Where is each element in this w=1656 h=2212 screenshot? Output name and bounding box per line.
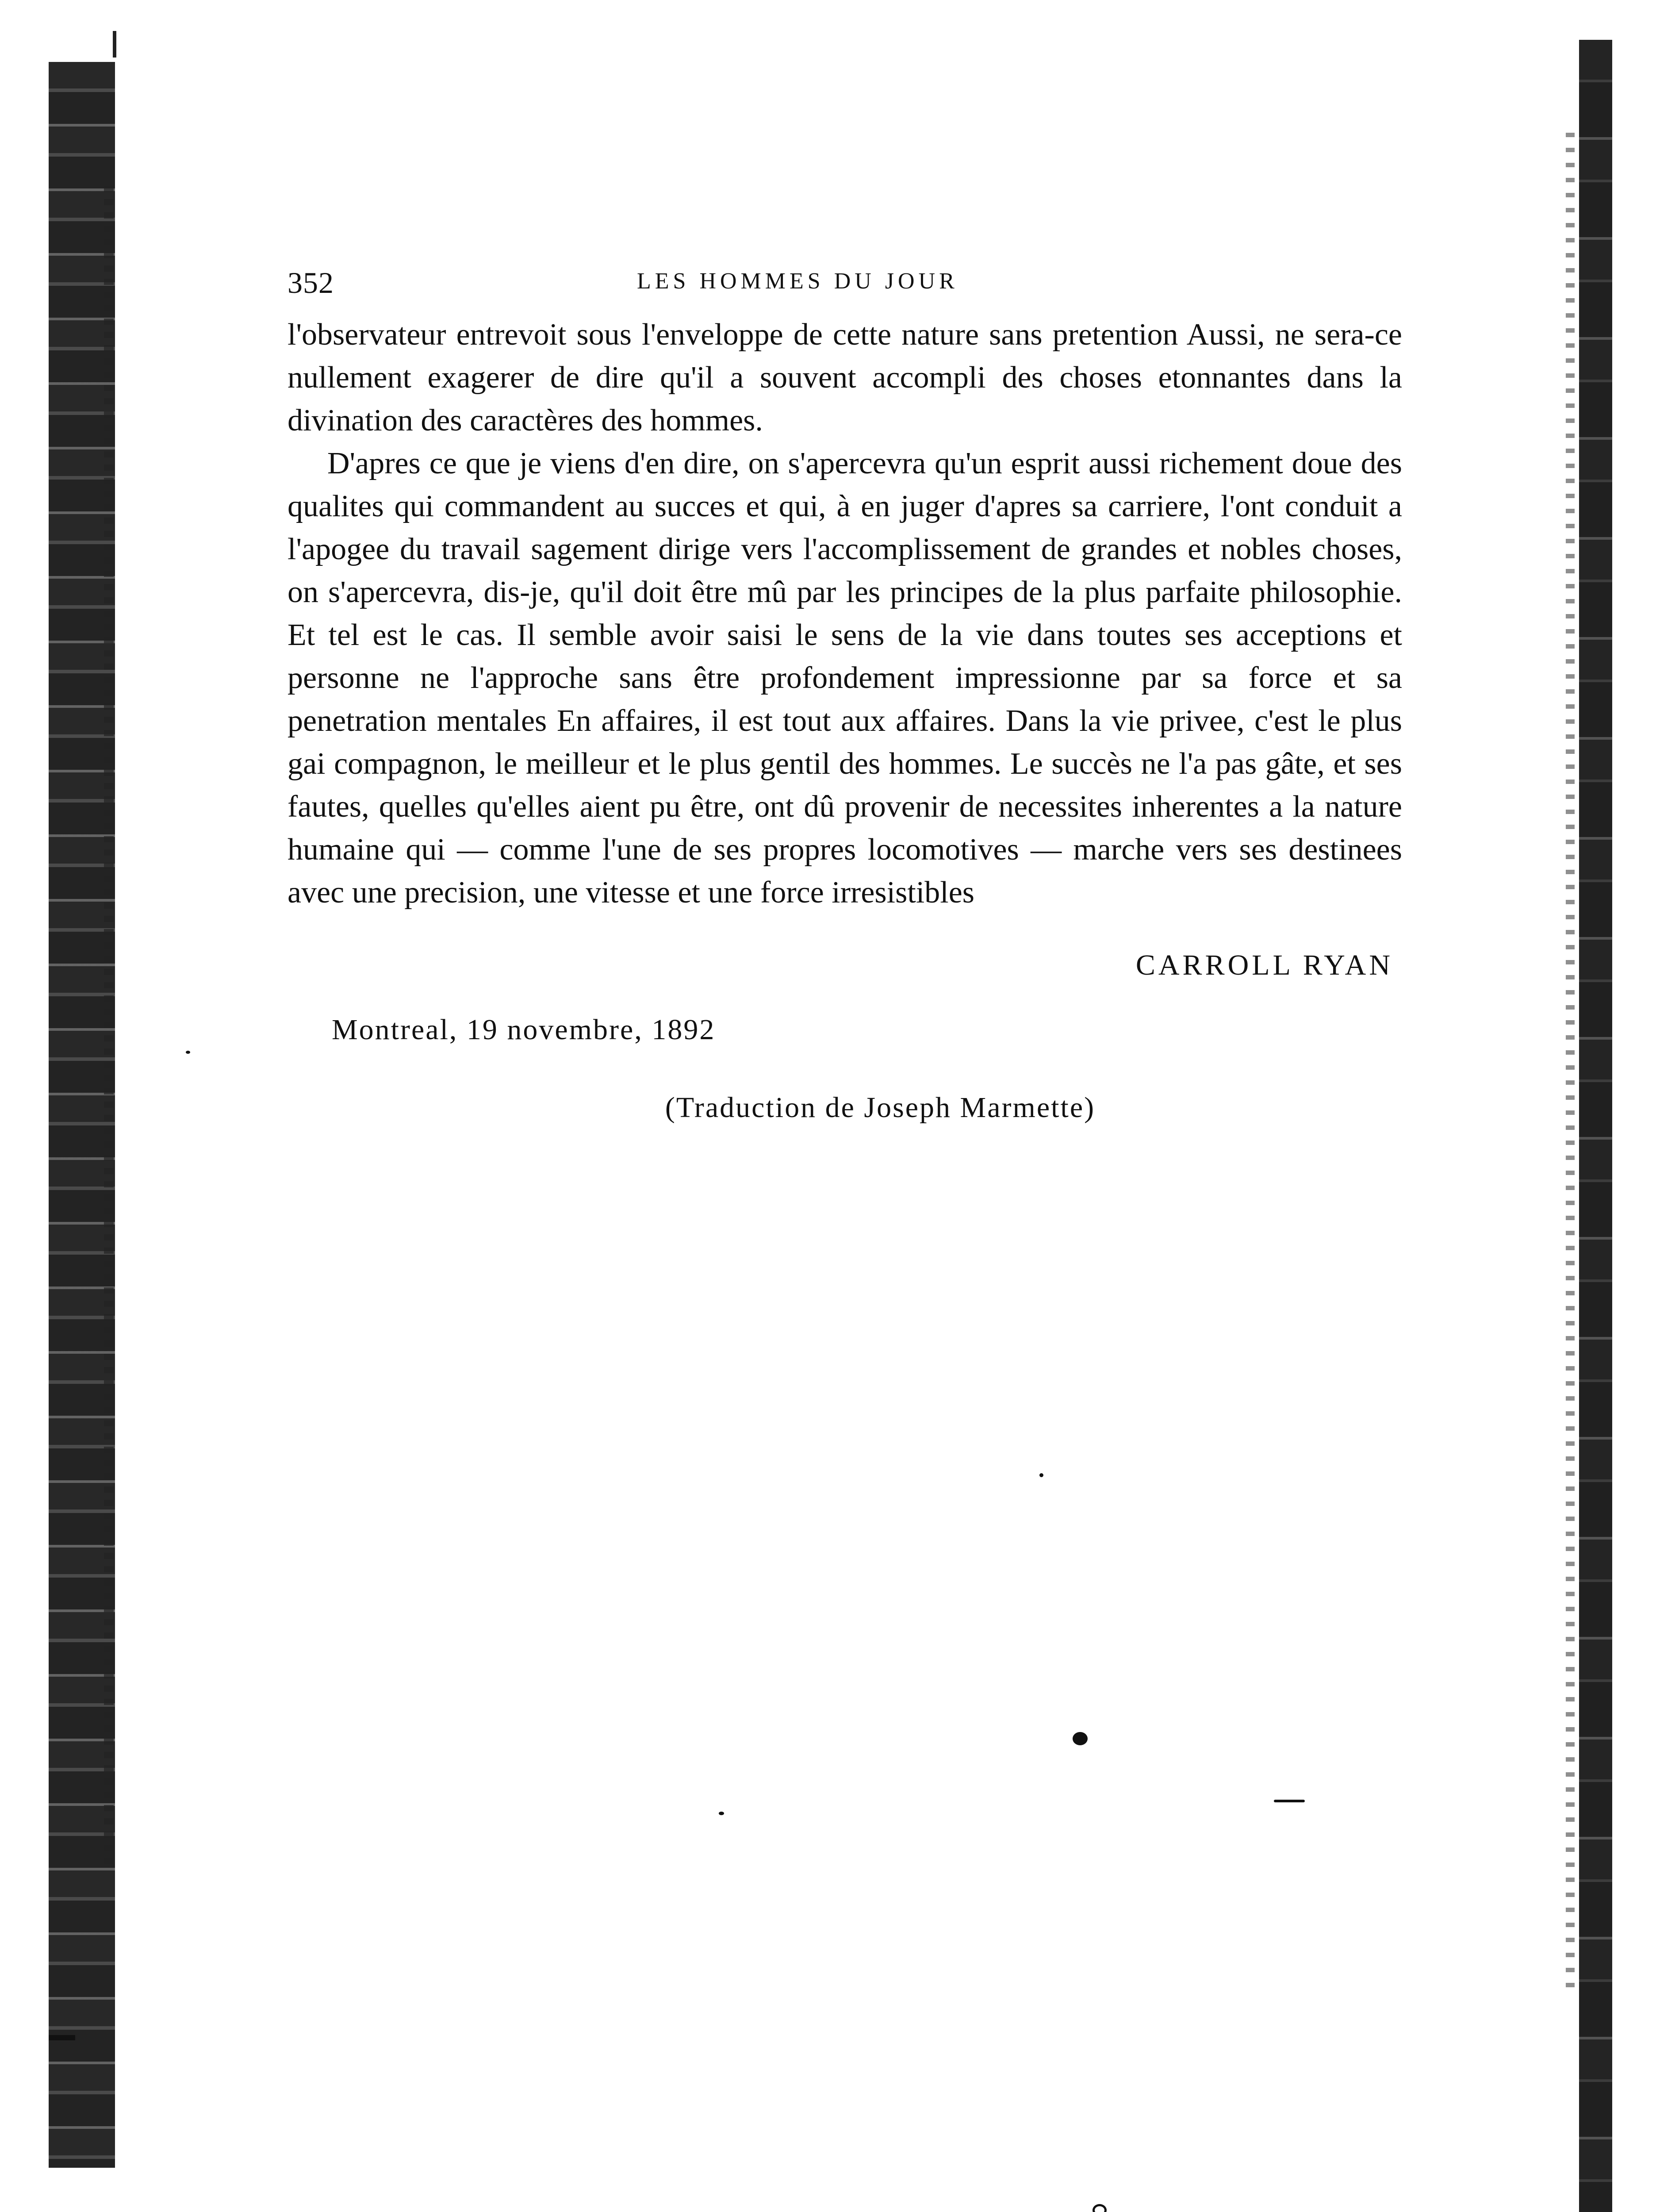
paragraph: D'apres ce que je viens d'en dire, on s'apercevra qu'un esprit aussi richement doue des qualites qui commandent au succes et qui, à en juger d'apres sa carriere, l'ont conduit a l'apogee du travail sagement dirige vers l'accomplissement de grandes et nobles choses, on s'apercevra, dis-je, qu'il doit être mû par les principes de la plus parfaite philosophie. Et tel est le cas. Il semble avoir saisi le sens de la vie dans toutes ses acceptions et personne ne l'approche sans être profondement impressionne par sa force et sa penetration mentales En affaires, il est tout aux affaires. Dans la vie privee, c'est le plus gai compagnon, le meilleur et le plus gentil des hommes. Le succès ne l'a pas gâte, et ses fautes, quelles qu'elles aient pu être, ont dû provenir de necessites inherentes a la nature humaine qui — comme l'une de ses propres locomotives — marche vers ses destinees avec une precision, une vitesse et une force irresistibles — [288, 446, 1402, 910]
scan-mark — [113, 31, 116, 58]
running-title: LES HOMMES DU JOUR — [637, 269, 958, 294]
paragraph: l'observateur entrevoit sous l'enveloppe de cette nature sans pretention Aussi, ne sera-ce nullement exagerer de dire qu'il a souvent accompli des choses etonnantes dans la divination des caractères des hommes. — [288, 318, 1402, 438]
scan-speck — [186, 1051, 190, 1054]
running-head — [288, 265, 1402, 301]
scan-binding-edge-right — [1579, 40, 1612, 2212]
page-number: 352 — [288, 266, 334, 300]
scan-binding-edge-left-detail — [104, 186, 114, 1867]
translation-note: (Traduction de Joseph Marmette) — [665, 1091, 1096, 1124]
scan-speck — [719, 1812, 724, 1815]
document-page — [288, 265, 1402, 1125]
body-text — [288, 313, 1402, 914]
author-signature: CARROLL RYAN — [1135, 949, 1393, 981]
scan-speck — [1092, 2204, 1107, 2212]
scan-binding-edge-right-detail — [1566, 133, 1575, 1991]
dateline: Montreal, 19 novembre, 1892 — [332, 1014, 716, 1046]
scan-speck — [1274, 1800, 1305, 1802]
scan-speck — [1039, 1473, 1043, 1477]
scan-speck — [1073, 1732, 1088, 1745]
scan-mark — [49, 2035, 75, 2040]
